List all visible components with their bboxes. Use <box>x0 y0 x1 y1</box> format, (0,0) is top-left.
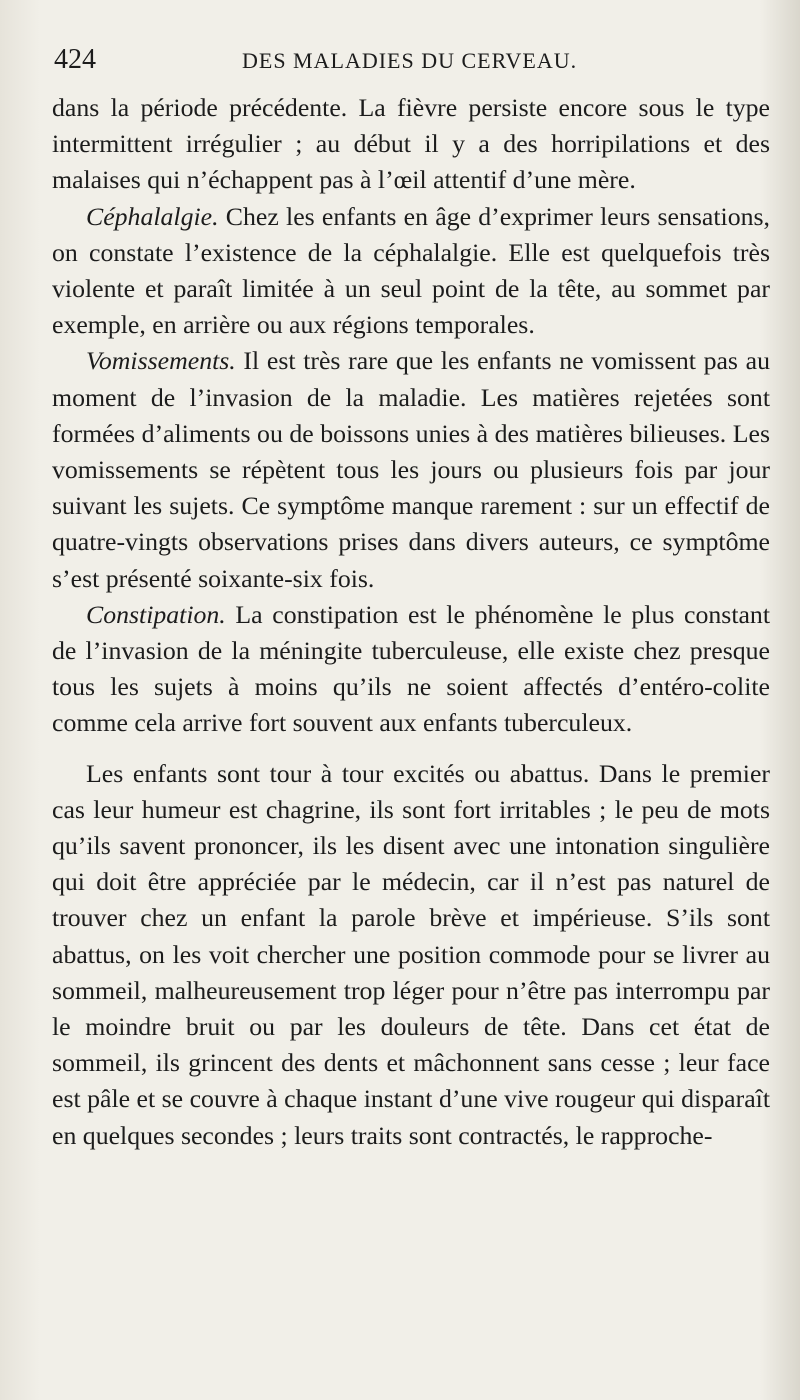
body-text <box>52 90 770 1154</box>
run-in-heading: Céphalalgie. <box>86 201 219 231</box>
running-title: DES MALADIES DU CERVEAU. <box>242 48 578 73</box>
paragraph-intro <box>52 90 770 199</box>
paragraph-text: La constipation est le phénomène le plus constant de l’invasion de la méningite tuberculeuse, elle existe chez presque tous les sujets à moins qu’ils ne soient affectés d’entéro-colite comme cela arrive fort souvent aux enfants tuberculeux. <box>52 599 770 738</box>
running-head <box>52 40 770 90</box>
run-in-heading: Vomissements. <box>86 346 236 376</box>
paragraph-text: Chez les enfants en âge d’exprimer leurs sensations, on constate l’existence de la céphalalgie. Elle est quelquefois très violente et paraît limitée à un seul point de la tête, au sommet par exemple, en arrière ou aux régions temporales. <box>52 201 770 340</box>
run-in-heading: Constipation. <box>86 599 226 629</box>
paragraph-text: dans la période précédente. La fièvre persiste encore sous le type intermittent irrégulier ; au début il y a des horripilations et des malaises qui n’échappent pas à l’œil attentif d’une mère. <box>52 93 770 195</box>
paragraph-vomissements <box>52 343 770 596</box>
paragraph-constipation <box>52 597 770 742</box>
paragraph-cephalalgie <box>52 199 770 344</box>
paragraph-behaviour <box>52 756 770 1154</box>
paragraph-text: Il est très rare que les enfants ne vomissent pas au moment de l’invasion de la maladie. Les matières rejetées sont formées d’aliments ou de boissons unies à des matières bilieuses. Les vomissements se répètent tous les jours ou plusieurs fois par jour suivant les sujets. Ce symptôme manque rarement : sur un effectif de quatre-vingts observations prises dans divers auteurs, ce symptôme s’est présenté soixante-six fois. <box>52 346 770 593</box>
paragraph-text: Les enfants sont tour à tour excités ou abattus. Dans le premier cas leur humeur est chagrine, ils sont fort irritables ; le peu de mots qu’ils savent prononcer, ils les disent avec une intonation singulière qui doit être appréciée par le médecin, car il n’est pas naturel de trouver chez un enfant la parole brève et impérieuse. S’ils sont abattus, on les voit chercher une position commode pour se livrer au sommeil, malheureusement trop léger pour n’être pas interrompu par le moindre bruit ou par les douleurs de tête. Dans cet état de sommeil, ils grincent des dents et mâchonnent sans cesse ; leur face est pâle et se couvre à chaque instant d’une vive rougeur qui disparaît en quelques secondes ; leurs traits sont contractés, le rapproche- <box>52 758 770 1150</box>
page-number: 424 <box>54 44 96 75</box>
